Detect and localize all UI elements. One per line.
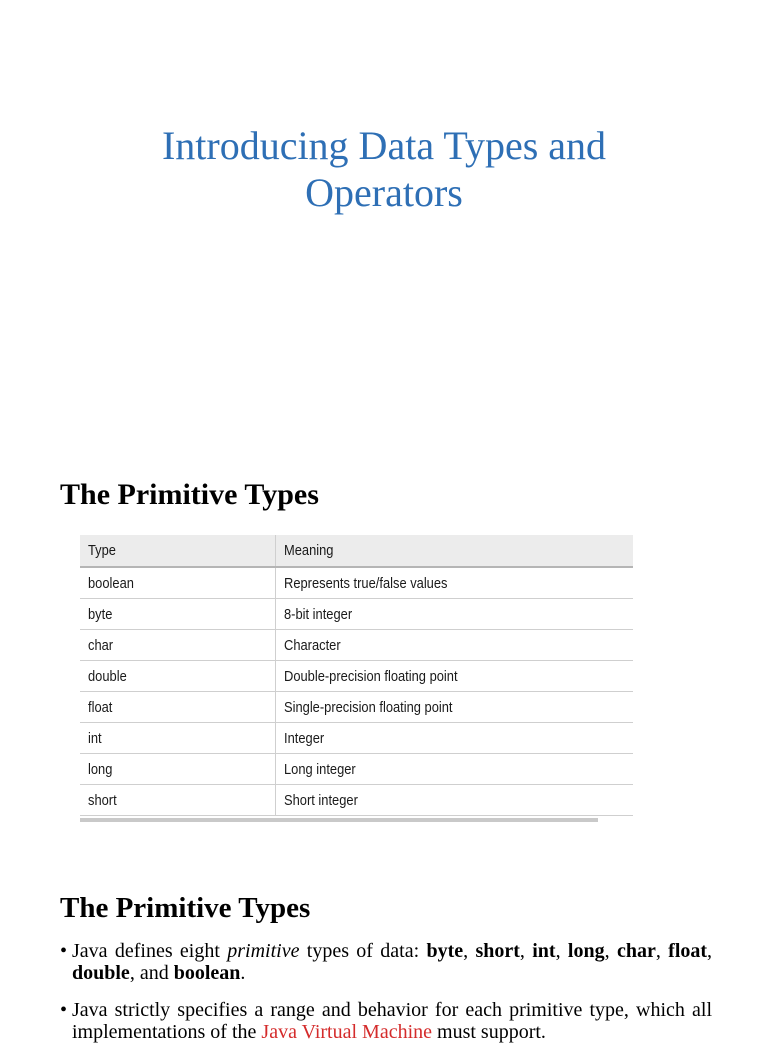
table-row bbox=[80, 630, 633, 661]
keyword-long: long bbox=[567, 940, 605, 962]
table-header-row bbox=[80, 535, 633, 568]
table-row bbox=[80, 754, 633, 785]
bullet-text: Java strictly specifies a range and behavior for each primitive type, which all implementations of the bbox=[72, 999, 712, 1043]
table-cell-meaning: Character bbox=[284, 636, 341, 654]
table-cell-type: float bbox=[88, 698, 113, 716]
table-header-meaning: Meaning bbox=[284, 542, 334, 559]
section-heading-primitive-types-2: The Primitive Types bbox=[60, 892, 311, 924]
bullet-item: • Java defines eight primitive types of data: byte, short, int, long, char, float, double, and boolean. bbox=[60, 940, 712, 984]
slide-title-line-2: Operators bbox=[305, 170, 463, 215]
table-cell-type: short bbox=[88, 791, 117, 809]
table-cell-meaning: Integer bbox=[284, 729, 325, 747]
bullet-item bbox=[60, 999, 712, 1043]
table-cell-meaning: Single-precision floating point bbox=[284, 698, 453, 716]
table-cell-meaning: 8-bit integer bbox=[284, 605, 353, 623]
table-bottom-rule bbox=[80, 818, 598, 822]
bullet-text: must support. bbox=[432, 1021, 546, 1043]
table-row bbox=[80, 723, 633, 754]
table-row bbox=[80, 599, 633, 630]
table-cell-type: long bbox=[88, 760, 113, 778]
slide-title bbox=[0, 122, 768, 216]
table-cell-type: char bbox=[88, 636, 114, 654]
table-row bbox=[80, 692, 633, 723]
jvm-link[interactable]: Java Virtual Machine bbox=[261, 1021, 433, 1043]
keyword-short: short bbox=[475, 940, 520, 962]
table-cell-type: double bbox=[88, 667, 127, 685]
slide-title-line-1: Introducing Data Types and bbox=[161, 123, 607, 168]
table-cell-meaning: Short integer bbox=[284, 791, 358, 809]
bullet-emphasis: primitive bbox=[227, 940, 300, 962]
table-row bbox=[80, 785, 633, 816]
bullet-text: Java defines eight bbox=[72, 940, 228, 962]
table-cell-type: int bbox=[88, 729, 102, 747]
keyword-float: float bbox=[668, 940, 708, 962]
table-cell-meaning: Represents true/false values bbox=[284, 574, 448, 592]
table-row bbox=[80, 568, 633, 599]
keyword-char: char bbox=[616, 940, 656, 962]
keyword-boolean: boolean bbox=[173, 962, 241, 984]
bullet-text: types of data: bbox=[299, 940, 427, 962]
bullet-list bbox=[60, 940, 712, 1058]
table-cell-type: byte bbox=[88, 605, 113, 623]
section-heading-primitive-types: The Primitive Types bbox=[60, 478, 319, 511]
primitive-types-table bbox=[80, 535, 633, 822]
keyword-byte: byte bbox=[426, 940, 464, 962]
table-cell-meaning: Double-precision floating point bbox=[284, 667, 458, 685]
table-header-type: Type bbox=[88, 542, 116, 559]
table-cell-meaning: Long integer bbox=[284, 760, 356, 778]
table-cell-type: boolean bbox=[88, 574, 134, 592]
table-row bbox=[80, 661, 633, 692]
keyword-int: int bbox=[532, 940, 556, 962]
keyword-double: double bbox=[72, 962, 130, 984]
